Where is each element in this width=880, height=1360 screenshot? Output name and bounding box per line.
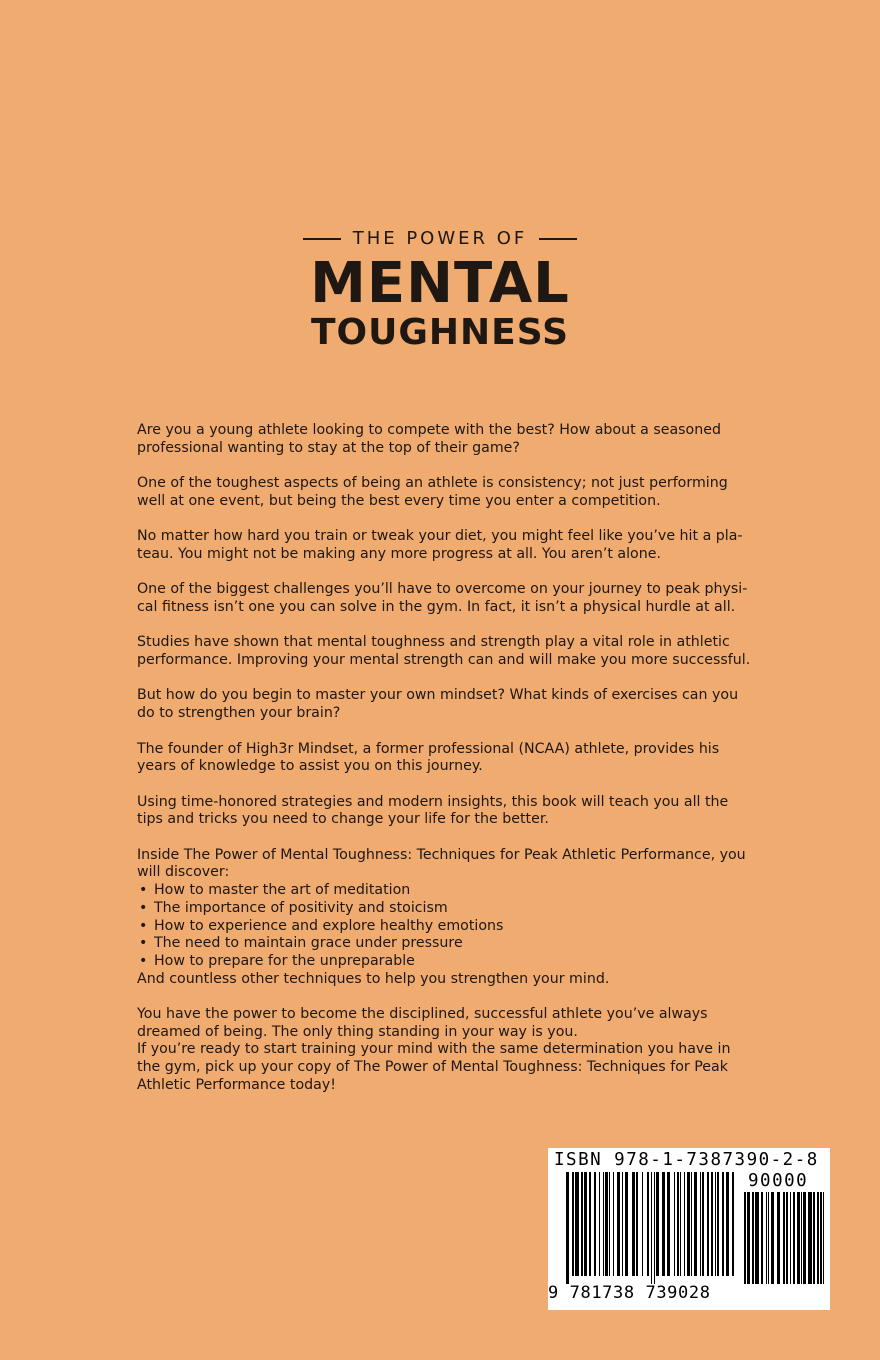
barcode-bar bbox=[808, 1192, 812, 1284]
barcode-bar bbox=[594, 1172, 596, 1276]
paragraph: Are you a young athlete looking to compete with the best? How about a seasoned professional wanting to stay at the top of their game? bbox=[137, 422, 721, 456]
barcode-bar bbox=[702, 1172, 704, 1276]
barcode-bar bbox=[801, 1192, 802, 1284]
barcode-bar bbox=[732, 1172, 734, 1276]
barcode-bar bbox=[793, 1192, 795, 1284]
barcode-bar bbox=[726, 1172, 729, 1276]
title-block bbox=[0, 228, 880, 353]
overline-rule-left bbox=[303, 238, 341, 240]
paragraph: Using time-honored strategies and modern insights, this book will teach you all the tips and tricks you need to change your life for the better. bbox=[137, 793, 729, 828]
addon-number: 90000 bbox=[748, 1171, 809, 1191]
barcode-bar bbox=[687, 1172, 690, 1276]
barcode-bar bbox=[575, 1172, 579, 1276]
barcode-bar bbox=[651, 1172, 652, 1284]
barcode-bar bbox=[680, 1172, 681, 1276]
barcode-bar bbox=[617, 1172, 620, 1276]
list-item: • The importance of positivity and stoicism bbox=[137, 900, 757, 918]
barcode-bar bbox=[647, 1172, 649, 1276]
barcode-bar bbox=[715, 1172, 716, 1276]
barcode-bar bbox=[786, 1192, 788, 1284]
isbn-barcode bbox=[548, 1148, 830, 1310]
barcode-bar bbox=[632, 1172, 635, 1276]
barcode-bar bbox=[667, 1172, 670, 1276]
barcode-bar bbox=[622, 1172, 623, 1276]
barcode-bar bbox=[656, 1172, 659, 1276]
barcode-bar bbox=[694, 1172, 697, 1276]
barcode-bar bbox=[599, 1172, 600, 1276]
barcode-bar bbox=[803, 1192, 806, 1284]
barcode-bar bbox=[584, 1172, 587, 1276]
paragraph: The founder of High3r Mindset, a former professional (NCAA) athlete, provides his years of knowledge to assist you on this journey. bbox=[137, 740, 720, 775]
paragraph: Studies have shown that mental toughness and strength play a vital role in athletic performance. Improving your mental strength can and will make you more successful. bbox=[137, 634, 751, 669]
list-item: • How to master the art of meditation bbox=[137, 882, 757, 900]
barcode-bar bbox=[797, 1192, 800, 1284]
barcode-bar bbox=[566, 1172, 569, 1284]
barcode-bar bbox=[707, 1172, 709, 1276]
list-intro: Inside The Power of Mental Toughness: Techniques for Peak Athletic Performance, you will discover: bbox=[137, 846, 746, 881]
blurb bbox=[137, 422, 757, 1112]
barcode-bar bbox=[755, 1192, 759, 1284]
isbn-label: ISBN 978-1-7387390-2-8 bbox=[554, 1150, 819, 1170]
list-item: • How to prepare for the unpreparable bbox=[137, 953, 757, 971]
paragraph: But how do you begin to master your own mindset? What kinds of exercises can you do to strengthen your brain? bbox=[137, 687, 739, 722]
barcode-bar bbox=[820, 1192, 822, 1284]
title-main: MENTAL bbox=[310, 251, 570, 316]
barcode-bar bbox=[662, 1172, 665, 1276]
barcode-bar bbox=[636, 1172, 638, 1276]
overline-rule-right bbox=[539, 238, 577, 240]
barcode-bar bbox=[761, 1192, 763, 1284]
barcode-bar bbox=[691, 1172, 692, 1276]
barcode-bar bbox=[609, 1172, 610, 1276]
barcode-bar bbox=[613, 1172, 614, 1276]
list-item: • How to experience and explore healthy emotions bbox=[137, 918, 757, 936]
barcode-bar bbox=[674, 1172, 675, 1276]
barcode-bar bbox=[823, 1192, 824, 1284]
title-overline bbox=[0, 228, 880, 249]
barcode-bar bbox=[752, 1192, 754, 1284]
barcode-bar bbox=[766, 1192, 767, 1284]
barcode-bar bbox=[747, 1192, 750, 1284]
barcode-bar bbox=[722, 1172, 724, 1276]
barcode-bar bbox=[711, 1172, 713, 1276]
overline-text: THE POWER OF bbox=[352, 228, 528, 249]
barcode-bar bbox=[605, 1172, 608, 1276]
barcode-bars bbox=[566, 1172, 738, 1284]
barcode-bar bbox=[642, 1172, 643, 1276]
paragraph: One of the toughest aspects of being an athlete is consistency; not just performing well at one event, but being the best every time you enter a competition. bbox=[137, 475, 728, 509]
barcode-bar bbox=[813, 1192, 815, 1284]
list-outro: And countless other techniques to help you strengthen your mind. bbox=[137, 970, 610, 987]
barcode-bar bbox=[581, 1172, 583, 1276]
barcode-bar bbox=[717, 1172, 719, 1276]
barcode-bar bbox=[777, 1192, 780, 1284]
addon-bars bbox=[744, 1192, 824, 1284]
barcode-bar bbox=[771, 1192, 774, 1284]
barcode-bar bbox=[572, 1172, 574, 1276]
feature-list bbox=[137, 882, 757, 971]
barcode-bar bbox=[677, 1172, 679, 1276]
barcode-bar bbox=[744, 1192, 746, 1284]
barcode-digits: 9 781738 739028 bbox=[548, 1283, 711, 1303]
paragraph: One of the biggest challenges you’ll have to overcome on your journey to peak physi- cal fitness isn’t one you can solve in the gym. In fact, it isn’t a physical hurdle at all. bbox=[137, 581, 748, 615]
paragraph: No matter how hard you train or tweak your diet, you might feel like you’ve hit a pla- teau. You might not be making any more progress at all. You aren’t alone. bbox=[137, 528, 743, 562]
barcode-bar bbox=[589, 1172, 591, 1276]
closing-paragraph: If you’re ready to start training your mind with the same determination you have in the gym, pick up your copy of The Power of Mental Toughness: Techniques for Peak Athletic Performance today! bbox=[137, 1041, 731, 1093]
barcode-bar bbox=[603, 1172, 604, 1276]
closing-paragraph: You have the power to become the disciplined, successful athlete you’ve always dreamed of being. The only thing standing in your way is you. bbox=[137, 1006, 708, 1040]
barcode-bar bbox=[790, 1192, 791, 1284]
barcode-bar bbox=[625, 1172, 628, 1276]
list-item: • The need to maintain grace under pressure bbox=[137, 935, 757, 953]
title-sub: TOUGHNESS bbox=[310, 312, 570, 353]
barcode-bar bbox=[817, 1192, 819, 1284]
barcode-bar bbox=[684, 1172, 685, 1276]
barcode-bar bbox=[700, 1172, 701, 1276]
barcode-bar bbox=[654, 1172, 655, 1284]
barcode-bar bbox=[783, 1192, 785, 1284]
barcode-bar bbox=[768, 1192, 769, 1284]
